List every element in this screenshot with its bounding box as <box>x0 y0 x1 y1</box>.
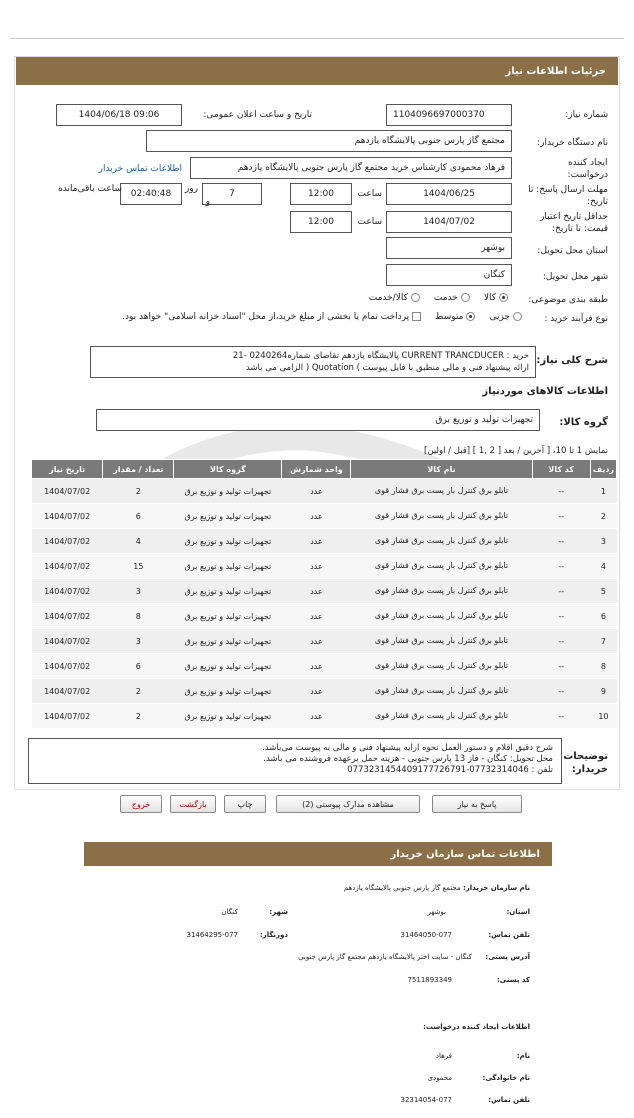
contact-phone-value: 31464050-077 <box>400 931 452 939</box>
category-options <box>369 293 508 303</box>
validity-date-field: 1404/07/02 <box>386 211 512 233</box>
exit-button[interactable]: خروج <box>120 795 162 813</box>
cell-index: 8 <box>590 654 616 679</box>
cell-group: تجهیزات تولید و توزیع برق <box>174 604 282 629</box>
deadline-date-field: 1404/06/25 <box>386 183 512 205</box>
contact-city-value: کنگان <box>221 908 238 916</box>
payment-note-option[interactable]: پرداخت تمام یا بخشی از مبلغ خرید،از محل "اسناد خزانه اسلامی" خواهد بود. <box>122 312 421 322</box>
province-label: استان محل تحویل: <box>537 246 608 256</box>
category-service-option[interactable]: خدمت <box>434 293 470 303</box>
deadline-label: مهلت ارسال پاسخ: تا تاریخ: <box>528 185 608 207</box>
process-label: نوع فرآیند خرید : <box>544 314 608 324</box>
attachments-button[interactable]: مشاهده مدارک پیوستی (2) <box>276 795 420 813</box>
contact-address-label: آدرس پستی: <box>485 953 530 961</box>
cell-qty: 8 <box>103 604 174 629</box>
table-row <box>32 679 617 704</box>
table-row <box>32 529 617 554</box>
table-row <box>32 654 617 679</box>
cell-date: 1404/07/02 <box>32 604 103 629</box>
cell-unit: عدد <box>282 504 351 529</box>
process-minor-option[interactable]: جزیی <box>489 312 522 322</box>
summary-line-1: خرید : CURRENT TRANCDUCER پالایشگاه یازدهم تقاضای شماره0240264 -21 <box>232 351 529 361</box>
table-row <box>32 504 617 529</box>
cell-code: -- <box>532 554 590 579</box>
cell-name: تابلو برق کنترل بار پست برق فشار قوی <box>351 554 532 579</box>
province-field: بوشهر <box>386 237 512 259</box>
cell-code: -- <box>532 629 590 654</box>
cell-date: 1404/07/02 <box>32 554 103 579</box>
cell-group: تجهیزات تولید و توزیع برق <box>174 479 282 504</box>
cell-code: -- <box>532 604 590 629</box>
process-medium-option[interactable]: متوسط <box>435 312 475 322</box>
cell-date: 1404/07/02 <box>32 704 103 729</box>
cell-group: تجهیزات تولید و توزیع برق <box>174 704 282 729</box>
creator-name-label: نام: <box>516 1052 530 1060</box>
contact-phone-label: تلفن تماس: <box>488 931 530 939</box>
cell-qty: 6 <box>103 654 174 679</box>
notes-label: توضیحات خریدار: <box>563 751 608 775</box>
radio-icon <box>513 312 522 321</box>
cell-date: 1404/07/02 <box>32 529 103 554</box>
cell-unit: عدد <box>282 704 351 729</box>
creator-info-title: اطلاعات ایجاد کننده درخواست: <box>423 1023 530 1031</box>
summary-line-2: ارائه پیشنهاد فنی و مالی منطبق با فایل پیوست ) Quotation ( الزامی می باشد <box>245 363 529 373</box>
cell-unit: عدد <box>282 529 351 554</box>
days-field: 7 <box>202 183 262 205</box>
pagination[interactable]: نمایش 1 تا 10، [ آخرین / بعد [ 2 ,1 ] [قبل / اولین] <box>424 446 608 456</box>
cell-index: 5 <box>590 579 616 604</box>
page-title-bar <box>16 57 618 85</box>
notes-line-1: شرح دقیق اقلام و دستور العمل نحوه ارایه پیشنهاد فنی و مالی به پیوست می‌باشد. <box>262 743 553 753</box>
category-goods-option[interactable]: کالا <box>484 293 508 303</box>
notes-box <box>28 738 562 784</box>
top-divider <box>10 38 624 39</box>
validity-time-label: ساعت <box>357 217 382 227</box>
deadline-time-field: 12:00 <box>290 183 352 205</box>
category-both-option[interactable]: کالا/خدمت <box>369 293 420 303</box>
contact-postal-value: 7511893349 <box>407 976 452 984</box>
contact-title-bar <box>84 842 552 866</box>
cell-index: 4 <box>590 554 616 579</box>
cell-index: 6 <box>590 604 616 629</box>
col-group: گروه کالا <box>174 460 282 479</box>
cell-group: تجهیزات تولید و توزیع برق <box>174 629 282 654</box>
creator-field: فرهاد محمودی کارشناس خرید مجتمع گاز پارس جنوبی پالایشگاه یازدهم <box>190 157 512 179</box>
cell-group: تجهیزات تولید و توزیع برق <box>174 679 282 704</box>
cell-date: 1404/07/02 <box>32 654 103 679</box>
cell-code: -- <box>532 529 590 554</box>
cell-qty: 15 <box>103 554 174 579</box>
col-index: ردیف <box>590 460 616 479</box>
items-table-wrap <box>31 459 617 729</box>
checkbox-icon <box>412 312 421 321</box>
cell-qty: 2 <box>103 479 174 504</box>
cell-unit: عدد <box>282 604 351 629</box>
cell-name: تابلو برق کنترل بار پست برق فشار قوی <box>351 679 532 704</box>
buyer-org-label: نام دستگاه خریدار: <box>537 138 608 148</box>
items-table-header <box>32 460 617 479</box>
cell-name: تابلو برق کنترل بار پست برق فشار قوی <box>351 704 532 729</box>
table-row <box>32 479 617 504</box>
print-button[interactable]: چاپ <box>224 795 266 813</box>
cell-date: 1404/07/02 <box>32 479 103 504</box>
cell-name: تابلو برق کنترل بار پست برق فشار قوی <box>351 579 532 604</box>
contact-city-label: شهر: <box>269 908 288 916</box>
notes-line-2: محل تحویل: کنگان - فاز 13 پارس جنوبی - هزینه حمل برعهده فروشنده می باشد. <box>263 754 553 764</box>
cell-qty: 6 <box>103 504 174 529</box>
cell-name: تابلو برق کنترل بار پست برق فشار قوی <box>351 604 532 629</box>
contact-postal-label: کد پستی: <box>496 976 530 984</box>
cell-group: تجهیزات تولید و توزیع برق <box>174 654 282 679</box>
contact-fax-value: 31464295-077 <box>186 931 238 939</box>
col-qty: تعداد / مقدار <box>103 460 174 479</box>
creator-label: ایجاد کننده درخواست: <box>567 158 608 180</box>
cell-index: 7 <box>590 629 616 654</box>
cell-index: 2 <box>590 504 616 529</box>
radio-checked-icon <box>499 293 508 302</box>
cell-qty: 4 <box>103 529 174 554</box>
items-table <box>31 459 617 729</box>
cell-index: 9 <box>590 679 616 704</box>
contact-org-row: نام سازمان خریدار: مجتمع گاز پارس جنوبی پالایشگاه یازدهم <box>343 884 530 892</box>
cell-group: تجهیزات تولید و توزیع برق <box>174 504 282 529</box>
cell-unit: عدد <box>282 579 351 604</box>
city-field: کنگان <box>386 264 512 286</box>
cell-date: 1404/07/02 <box>32 629 103 654</box>
announce-date-label: تاریخ و ساعت اعلان عمومی: <box>203 110 312 120</box>
goods-group-label: گروه کالا: <box>559 417 608 428</box>
creator-family-value: محمودی <box>427 1074 452 1082</box>
cell-name: تابلو برق کنترل بار پست برق فشار قوی <box>351 529 532 554</box>
contact-title: اطلاعات تماس سازمان خریدار <box>390 848 540 860</box>
validity-label: حداقل تاریخ اعتبار قیمت: تا تاریخ: <box>540 212 608 234</box>
summary-label: شرح کلی نیاز: <box>536 355 608 366</box>
cell-date: 1404/07/02 <box>32 579 103 604</box>
cell-code: -- <box>532 504 590 529</box>
creator-name-value: فرهاد <box>435 1052 452 1060</box>
summary-box <box>90 346 536 378</box>
cell-date: 1404/07/02 <box>32 679 103 704</box>
cell-name: تابلو برق کنترل بار پست برق فشار قوی <box>351 629 532 654</box>
announce-date-field: 1404/06/18 09:06 <box>56 104 182 126</box>
col-name: نام کالا <box>351 460 532 479</box>
buyer-org-field: مجتمع گاز پارس جنوبی پالایشگاه یازدهم <box>146 130 512 152</box>
back-button[interactable]: بازگشت <box>170 795 216 813</box>
remaining-time-label: ساعت باقی‌مانده <box>58 184 122 194</box>
col-date: تاریخ نیاز <box>32 460 103 479</box>
cell-unit: عدد <box>282 554 351 579</box>
cell-unit: عدد <box>282 479 351 504</box>
need-number-field: 1104096697000370 <box>386 104 512 126</box>
cell-group: تجهیزات تولید و توزیع برق <box>174 579 282 604</box>
cell-group: تجهیزات تولید و توزیع برق <box>174 554 282 579</box>
table-row <box>32 604 617 629</box>
cell-unit: عدد <box>282 679 351 704</box>
cell-name: تابلو برق کنترل بار پست برق فشار قوی <box>351 504 532 529</box>
cell-code: -- <box>532 679 590 704</box>
table-row <box>32 579 617 604</box>
goods-section-title: اطلاعات کالاهای موردنیاز <box>482 386 608 397</box>
cell-group: تجهیزات تولید و توزیع برق <box>174 529 282 554</box>
col-code: کد کالا <box>532 460 590 479</box>
cell-name: تابلو برق کنترل بار پست برق فشار قوی <box>351 654 532 679</box>
cell-name: تابلو برق کنترل بار پست برق فشار قوی <box>351 479 532 504</box>
deadline-time-label: ساعت <box>357 189 382 199</box>
days-suffix: و <box>205 197 210 207</box>
page-title: جزئیات اطلاعات نیاز <box>505 65 606 77</box>
category-label: طبقه بندی موضوعی: <box>528 295 608 305</box>
table-row <box>32 554 617 579</box>
cell-qty: 3 <box>103 629 174 654</box>
cell-code: -- <box>532 579 590 604</box>
col-unit: واحد شمارش <box>282 460 351 479</box>
cell-unit: عدد <box>282 654 351 679</box>
radio-icon <box>411 293 420 302</box>
validity-time-field: 12:00 <box>290 211 352 233</box>
cell-code: -- <box>532 479 590 504</box>
radio-icon <box>461 293 470 302</box>
goods-group-field: تجهیزات تولید و توزیع برق <box>96 409 540 431</box>
remaining-time-field: 02:40:48 <box>120 183 182 205</box>
buyer-contact-link[interactable]: اطلاعات تماس خریدار <box>98 164 182 174</box>
cell-index: 3 <box>590 529 616 554</box>
cell-code: -- <box>532 704 590 729</box>
contact-address-value: کنگان - سایت اختر پالایشگاه یازدهم مجتمع گاز پارس جنوبی <box>298 953 472 961</box>
cell-code: -- <box>532 654 590 679</box>
table-row <box>32 629 617 654</box>
cell-unit: عدد <box>282 629 351 654</box>
cell-qty: 2 <box>103 679 174 704</box>
contact-fax-label: دورنگار: <box>259 931 288 939</box>
creator-phone-label: تلفن تماس: <box>488 1096 530 1104</box>
table-row <box>32 704 617 729</box>
cell-index: 1 <box>590 479 616 504</box>
cell-qty: 2 <box>103 704 174 729</box>
contact-province-value: بوشهر <box>427 908 446 916</box>
cell-qty: 3 <box>103 579 174 604</box>
creator-phone-value: 32314054-077 <box>400 1096 452 1104</box>
need-number-label: شماره نیاز: <box>565 110 608 120</box>
radio-checked-icon <box>466 312 475 321</box>
creator-family-label: نام خانوادگی: <box>482 1074 530 1082</box>
city-label: شهر محل تحویل: <box>542 272 608 282</box>
reply-button[interactable]: پاسخ به نیاز <box>432 795 522 813</box>
days-label: روز <box>184 184 198 194</box>
notes-line-3: تلفن : 07732314046-07732314544091777267‌91 <box>347 765 553 775</box>
process-options <box>122 312 522 322</box>
contact-province-row: استان: <box>506 908 530 916</box>
cell-date: 1404/07/02 <box>32 504 103 529</box>
cell-index: 10 <box>590 704 616 729</box>
